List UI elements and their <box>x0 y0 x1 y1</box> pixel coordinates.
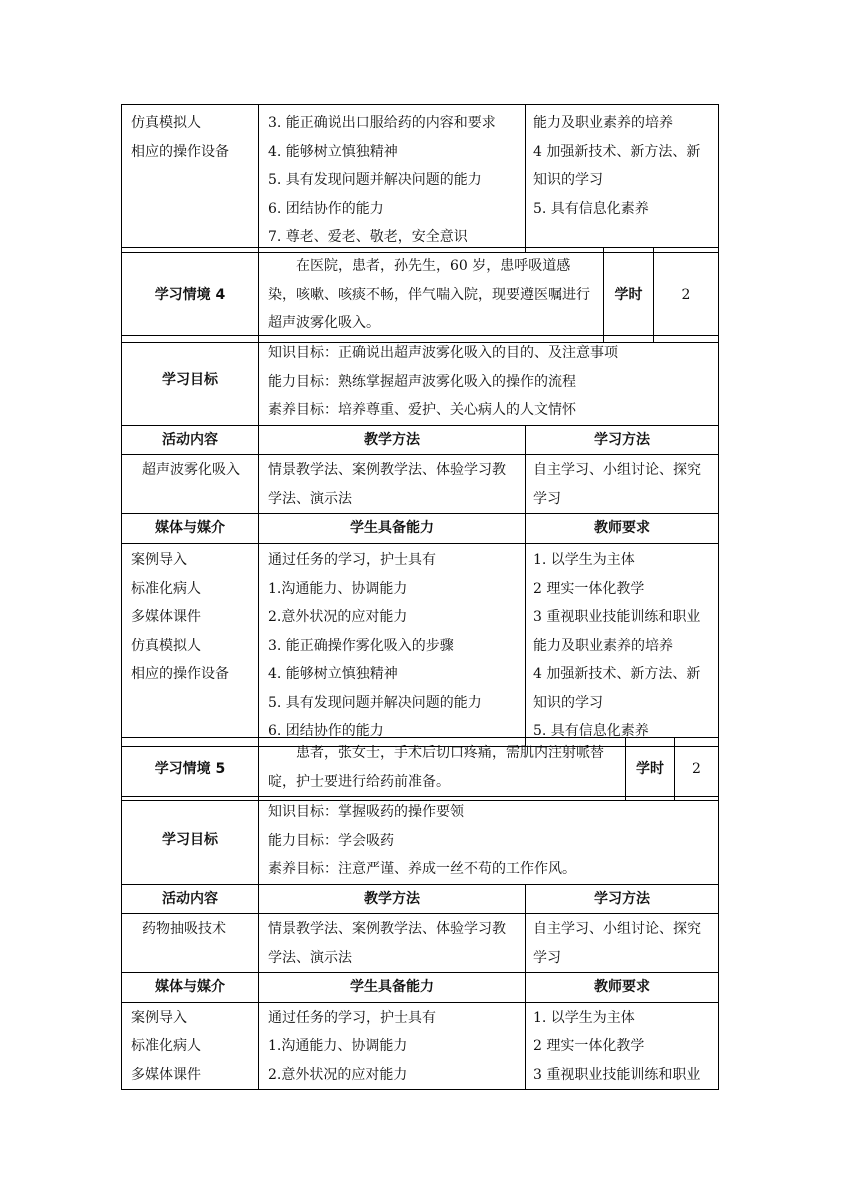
ability-cell: 通过任务的学习，护士具有 1.沟通能力、协调能力 2.意外状况的应对能力 3. 能正确操作雾化吸入的步骤 4. 能够树立慎独精神 5. 具有发现问题并解决问题的能力 6. 团结协作的能力 <box>259 544 526 747</box>
hours-value: 2 <box>675 738 719 801</box>
media-cell: 案例导入 标准化病人 多媒体课件 <box>122 1002 259 1090</box>
media-cell: 案例导入 标准化病人 多媒体课件 仿真模拟人 相应的操作设备 <box>122 544 259 747</box>
media-cell: 仿真模拟人 相应的操作设备 <box>122 105 259 253</box>
header-media: 媒体与媒介 <box>122 973 259 1003</box>
activity-cell: 超声波雾化吸入 <box>122 455 259 514</box>
teacher-cell: 能力及职业素养的培养 4 加强新技术、新方法、新 知识的学习 5. 具有信息化素养 <box>526 105 719 253</box>
table-situation-5 <box>121 796 718 1090</box>
learn-method-cell: 自主学习、小组讨论、探究 学习 <box>526 455 719 514</box>
hours-label: 学时 <box>604 248 654 343</box>
goal-label: 学习目标 <box>122 336 259 426</box>
header-teacher: 教师要求 <box>526 514 719 544</box>
teacher-cell: 1. 以学生为主体 2 理实一体化教学 3 重视职业技能训练和职业 <box>526 1002 719 1090</box>
header-teacher: 教师要求 <box>526 973 719 1003</box>
situation-label: 学习情境 4 <box>122 248 259 343</box>
header-activity: 活动内容 <box>122 425 259 455</box>
activity-cell: 药物抽吸技术 <box>122 914 259 973</box>
header-learn-method: 学习方法 <box>526 425 719 455</box>
header-teach-method: 教学方法 <box>259 425 526 455</box>
situation-row-4 <box>121 247 718 343</box>
hours-value: 2 <box>654 248 719 343</box>
teacher-cell: 1. 以学生为主体 2 理实一体化教学 3 重视职业技能训练和职业 能力及职业素养的培养 4 加强新技术、新方法、新 知识的学习 5. 具有信息化素养 <box>526 544 719 747</box>
table-situation-4 <box>121 335 718 747</box>
learn-method-cell: 自主学习、小组讨论、探究 学习 <box>526 914 719 973</box>
situation-text: 患者，张女士，手术后切口疼痛，需肌内注射哌替啶，护士要进行给药前准备。 <box>259 738 626 801</box>
header-ability: 学生具备能力 <box>259 973 526 1003</box>
goal-cell: 知识目标：正确说出超声波雾化吸入的目的、及注意事项 能力目标：熟练掌握超声波雾化吸入的操作的流程 素养目标：培养尊重、爱护、关心病人的人文情怀 <box>259 336 719 426</box>
teach-method-cell: 情景教学法、案例教学法、体验学习教 学法、演示法 <box>259 455 526 514</box>
teach-method-cell: 情景教学法、案例教学法、体验学习教 学法、演示法 <box>259 914 526 973</box>
hours-label: 学时 <box>626 738 675 801</box>
header-teach-method: 教学方法 <box>259 884 526 914</box>
goal-label: 学习目标 <box>122 797 259 885</box>
ability-cell: 3. 能正确说出口服给药的内容和要求 4. 能够树立慎独精神 5. 具有发现问题并解决问题的能力 6. 团结协作的能力 7. 尊老、爱老、敬老，安全意识 <box>259 105 526 253</box>
header-activity: 活动内容 <box>122 884 259 914</box>
situation-row-5 <box>121 737 718 801</box>
situation-label: 学习情境 5 <box>122 738 259 801</box>
situation-text: 在医院，患者，孙先生，60 岁，患呼吸道感染，咳嗽、咳痰不畅，伴气喘入院，现要遵医嘱进行超声波雾化吸入。 <box>259 248 604 343</box>
header-media: 媒体与媒介 <box>122 514 259 544</box>
header-learn-method: 学习方法 <box>526 884 719 914</box>
table-continuation <box>121 104 718 253</box>
goal-cell: 知识目标：掌握吸药的操作要领 能力目标：学会吸药 素养目标：注意严谨、养成一丝不苟的工作作风。 <box>259 797 719 885</box>
header-ability: 学生具备能力 <box>259 514 526 544</box>
ability-cell: 通过任务的学习，护士具有 1.沟通能力、协调能力 2.意外状况的应对能力 <box>259 1002 526 1090</box>
